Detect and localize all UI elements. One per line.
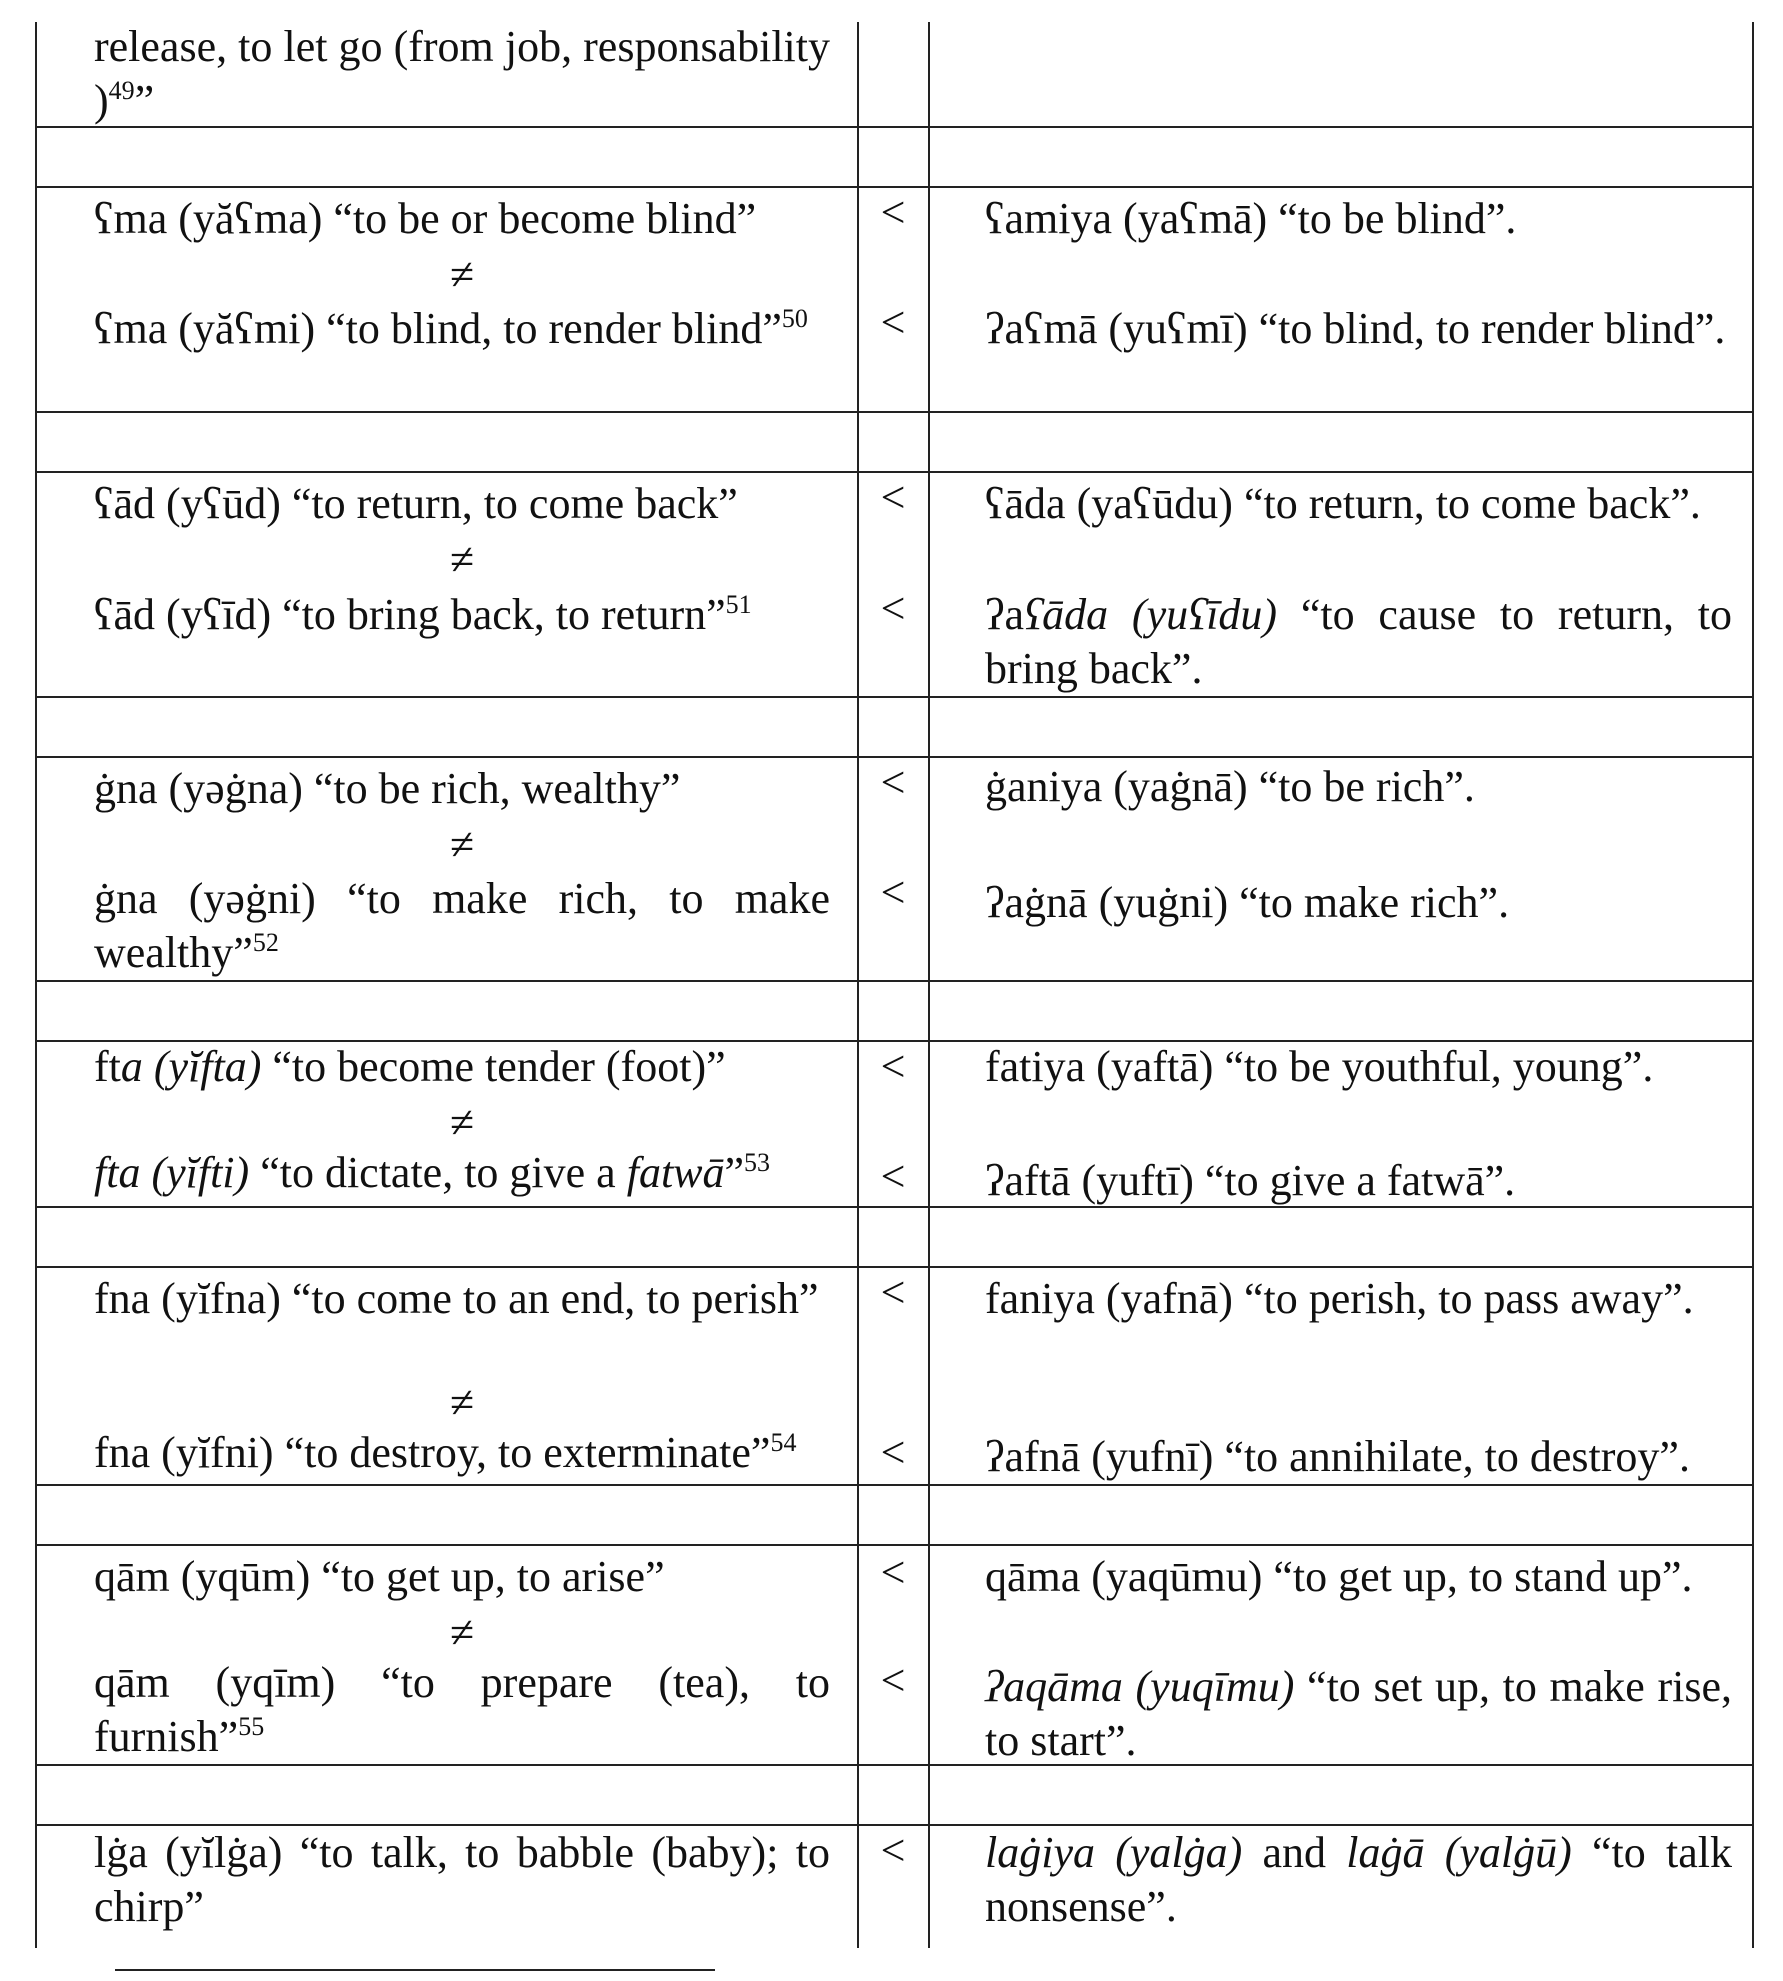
- dialect-verb: ʕma (yăʕma) “to be or become blind”: [94, 194, 757, 243]
- footnote-ref: 52: [252, 928, 279, 957]
- footnote-ref: 53: [744, 1148, 771, 1177]
- dialect-verb-causative: [94, 1656, 830, 1764]
- closing-quote: ”: [134, 76, 155, 125]
- classical-verb: [985, 1826, 1732, 1934]
- verb-prefix: ʔa: [985, 590, 1025, 639]
- classical-verb: ʕāda (yaʕūdu) “to return, to come back”.: [985, 479, 1701, 528]
- footnote-ref: 49: [108, 76, 135, 105]
- not-equal-sign: ≠: [449, 250, 475, 299]
- row-divider: [35, 1484, 1754, 1486]
- derivation-sign: <: [880, 1656, 906, 1705]
- table-border-left: [35, 22, 37, 1948]
- classical-verb-causative: ʔafnā (yufnī) “to annihilate, to destroy”.: [985, 1432, 1690, 1481]
- verb-gloss: “to set up, to make rise, to start”.: [985, 1662, 1733, 1765]
- verb-italic: ʔaqāma (yuqīmu): [985, 1662, 1295, 1711]
- classical-verb: ġaniya (yaġnā) “to be rich”.: [985, 762, 1475, 811]
- verb-prefix: ft: [94, 1042, 121, 1091]
- verb-italic: fta (yĭfti): [94, 1148, 250, 1197]
- verb-italic: laġiya (yalġa): [985, 1828, 1243, 1877]
- derivation-sign: <: [880, 758, 906, 807]
- dialect-verb: ġna (yəġna) “to be rich, wealthy”: [94, 764, 681, 813]
- classical-verb: qāma (yaqūmu) “to get up, to stand up”.: [985, 1552, 1693, 1601]
- table-row: [94, 20, 830, 128]
- not-equal-sign: ≠: [449, 535, 475, 584]
- dialect-verb-causative: [94, 1146, 830, 1200]
- row-divider: [35, 980, 1754, 982]
- verb-italic: fatwā: [626, 1148, 725, 1197]
- classical-verb-causative: [985, 1660, 1732, 1768]
- verb-gloss: “to become tender (foot)”: [261, 1042, 726, 1091]
- derivation-sign: <: [880, 1548, 906, 1597]
- row-divider: [35, 411, 1754, 413]
- footnote-ref: 51: [725, 590, 752, 619]
- row-divider: [35, 696, 1754, 698]
- dialect-verb-causative-text: fna (yĭfni) “to destroy, to exterminate”: [94, 1428, 771, 1477]
- footnote-ref: 55: [238, 1712, 265, 1741]
- dialect-verb-causative: [94, 302, 830, 356]
- dialect-verb: fna (yĭfna) “to come to an end, to perish”: [94, 1274, 819, 1323]
- verb-italic: ʕāda (yuʕīdu): [1024, 590, 1278, 639]
- dialect-verb-causative: [94, 872, 830, 980]
- not-equal-sign: ≠: [449, 820, 475, 869]
- dialect-verb-causative: [94, 588, 830, 642]
- derivation-sign: <: [880, 584, 906, 633]
- derivation-sign: <: [880, 868, 906, 917]
- classical-verb-causative: ʔaġnā (yuġni) “to make rich”.: [985, 878, 1510, 927]
- dialect-verb-causative-text: ʕma (yăʕmi) “to blind, to render blind”: [94, 304, 782, 353]
- dialect-verb-causative-text: ġna (yəġni) “to make rich, to make wealthy”: [94, 874, 830, 977]
- verb-italic: a (yĭfta): [120, 1042, 262, 1091]
- footnote-ref: 50: [781, 304, 808, 333]
- verb-gloss: “to cause to return, to bring back”.: [985, 590, 1732, 693]
- dialect-verb: lġa (yĭlġa) “to talk, to babble (baby); to chirp”: [94, 1828, 830, 1931]
- classical-verb-causative: [985, 588, 1732, 696]
- classical-verb: faniya (yafnā) “to perish, to pass away”.: [985, 1274, 1694, 1323]
- dialect-verb: qām (yqūm) “to get up, to arise”: [94, 1552, 665, 1601]
- dialect-verb: [94, 1040, 830, 1094]
- conjunction: and: [1242, 1828, 1347, 1877]
- dialect-verb-causative-text: ʕād (yʕīd) “to bring back, to return”: [94, 590, 726, 639]
- dialect-verb-causative: [94, 1426, 830, 1480]
- footnote-separator: [115, 1969, 715, 1971]
- classical-verb-causative: ʔaftā (yuftī) “to give a fatwā”.: [985, 1156, 1516, 1205]
- closing-quote: ”: [724, 1148, 745, 1197]
- classical-verb: fatiya (yaftā) “to be youthful, young”.: [985, 1042, 1654, 1091]
- derivation-sign: <: [880, 188, 906, 237]
- entry-gloss: release, to let go (from job, responsability ): [94, 22, 830, 125]
- table-border-right: [1752, 22, 1754, 1948]
- not-equal-sign: ≠: [449, 1608, 475, 1657]
- classical-verb-causative: ʔaʕmā (yuʕmī) “to blind, to render blind”.: [985, 304, 1726, 353]
- derivation-sign: <: [880, 1428, 906, 1477]
- verb-italic: laġā (yalġū): [1346, 1828, 1572, 1877]
- derivation-sign: <: [880, 1042, 906, 1091]
- classical-verb: ʕamiya (yaʕmā) “to be blind”.: [985, 194, 1517, 243]
- not-equal-sign: ≠: [449, 1098, 475, 1147]
- derivation-sign: <: [880, 473, 906, 522]
- footnote-ref: 54: [770, 1428, 797, 1457]
- not-equal-sign: ≠: [449, 1378, 475, 1427]
- dialect-verb: ʕād (yʕūd) “to return, to come back”: [94, 479, 738, 528]
- derivation-sign: <: [880, 1152, 906, 1201]
- verb-gloss: “to talk nonsense”.: [985, 1828, 1732, 1931]
- verb-gloss: “to dictate, to give a: [249, 1148, 627, 1197]
- derivation-sign: <: [880, 1826, 906, 1875]
- derivation-sign: <: [880, 1268, 906, 1317]
- dialect-verb-causative-text: qām (yqīm) “to prepare (tea), to furnish”: [94, 1658, 830, 1761]
- derivation-sign: <: [880, 298, 906, 347]
